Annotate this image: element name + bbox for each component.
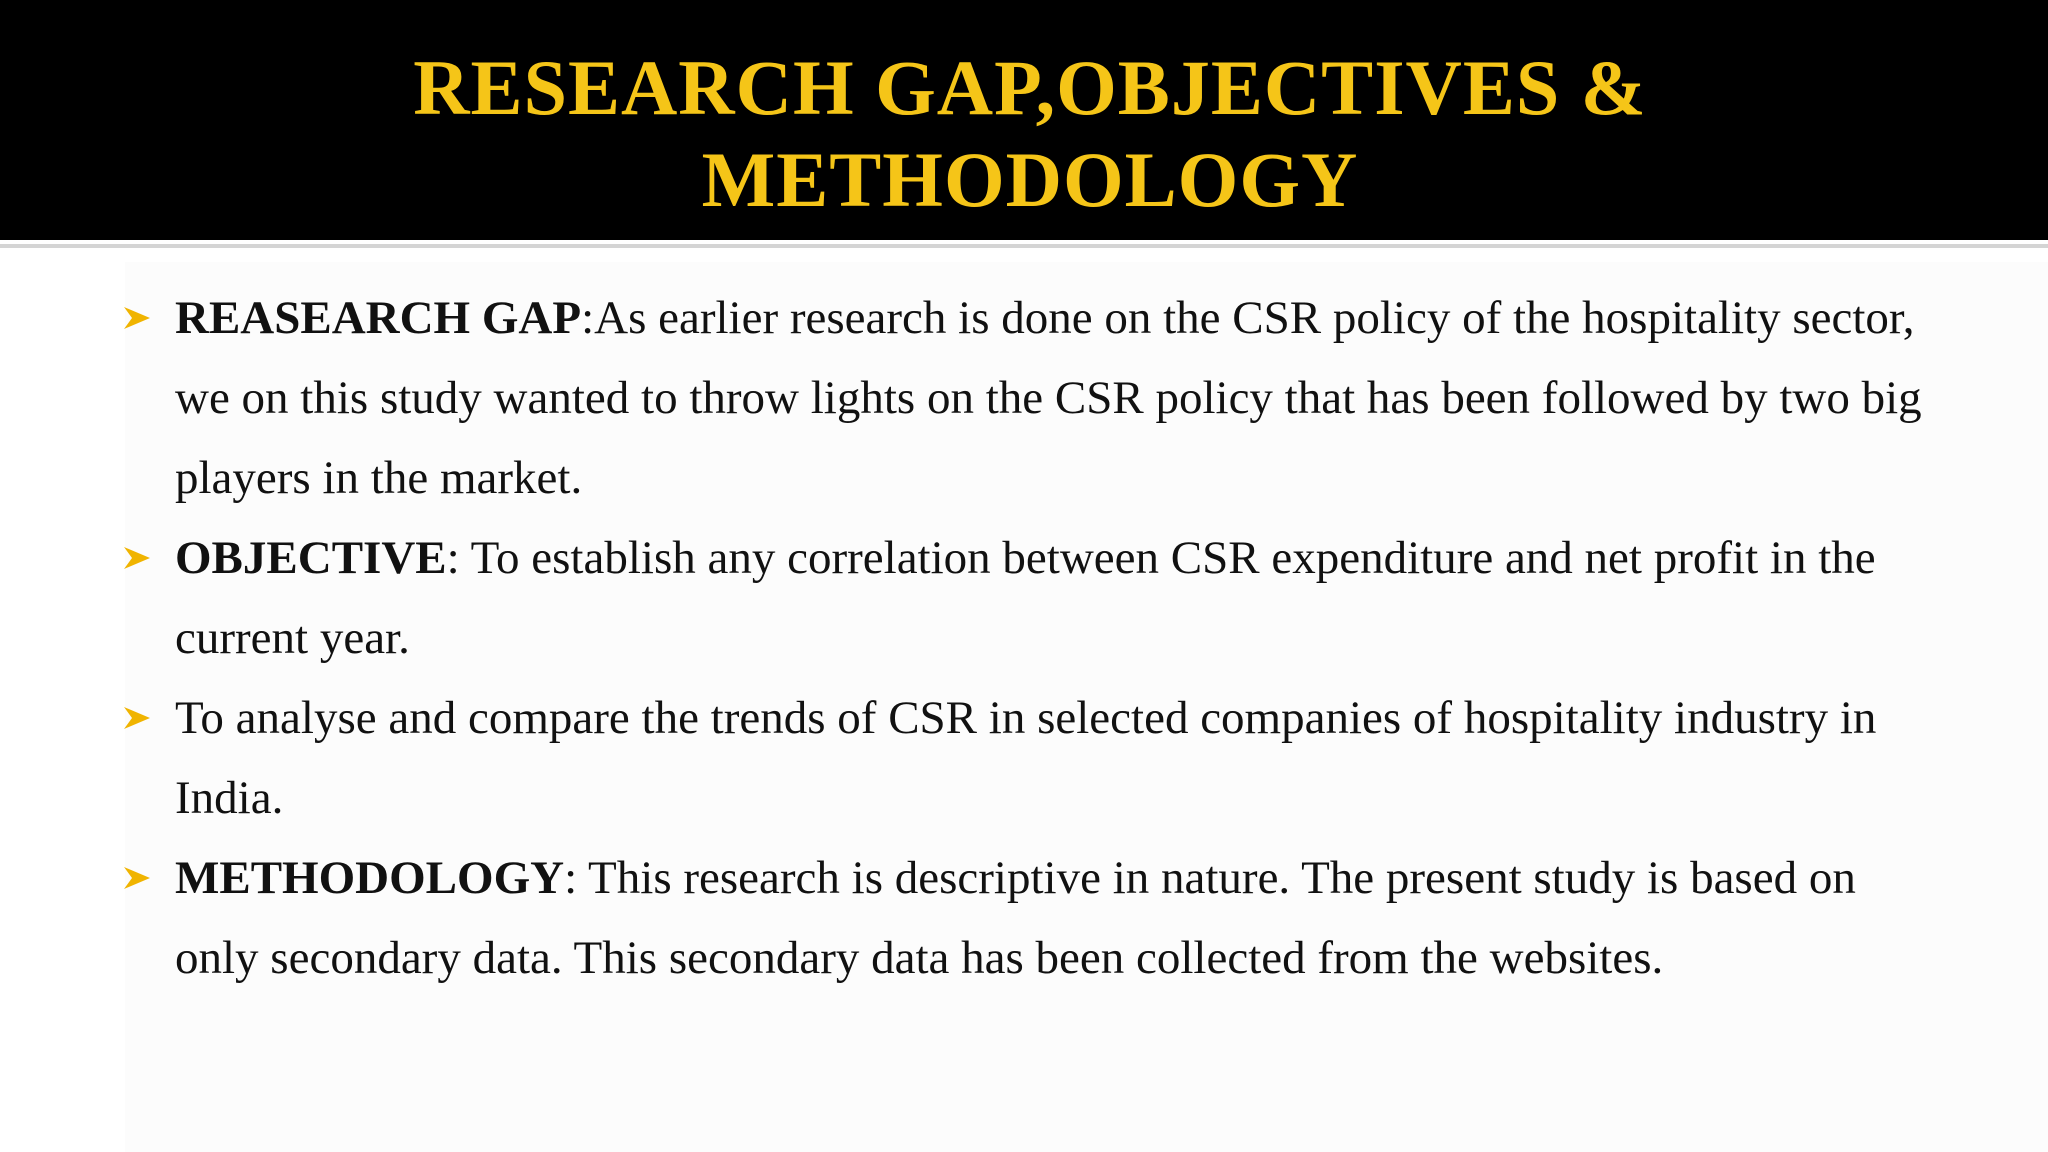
header-divider bbox=[0, 244, 2048, 248]
bullet-lead-research-gap: REASEARCH GAP bbox=[175, 292, 582, 344]
bullet-text-objective: : To establish any correlation between CSR expenditure and net profit in the current year. bbox=[175, 532, 1876, 664]
slide-header bbox=[0, 0, 2048, 240]
bullet-lead-objective: OBJECTIVE bbox=[175, 532, 447, 584]
bullet-analyse-trends bbox=[118, 678, 1948, 838]
slide-title-line-2: METHODOLOGY bbox=[701, 136, 1359, 223]
arrowhead-bullet-icon bbox=[124, 518, 160, 598]
bullet-research-gap bbox=[118, 278, 1948, 518]
bullet-text-research-gap: :As earlier research is done on the CSR policy of the hospitality sector, we on this study wanted to throw lights on the CSR policy that has been followed by two big players in the market. bbox=[175, 292, 1922, 504]
bullet-list bbox=[118, 278, 1948, 998]
slide-title bbox=[0, 42, 2048, 226]
bullet-text-analyse-trends: To analyse and compare the trends of CSR in selected companies of hospitality industry in India. bbox=[175, 692, 1877, 824]
arrowhead-bullet-icon bbox=[124, 838, 160, 918]
arrowhead-bullet-icon bbox=[124, 678, 160, 758]
bullet-methodology bbox=[118, 838, 1948, 998]
bullet-lead-methodology: METHODOLOGY bbox=[175, 852, 565, 904]
arrowhead-bullet-icon bbox=[124, 278, 160, 358]
slide-title-line-1: RESEARCH GAP,OBJECTIVES & bbox=[413, 44, 1647, 131]
bullet-objective bbox=[118, 518, 1948, 678]
bullet-text-methodology: : This research is descriptive in nature. The present study is based on only secondary data. This secondary data has been collected from the websites. bbox=[175, 852, 1856, 984]
